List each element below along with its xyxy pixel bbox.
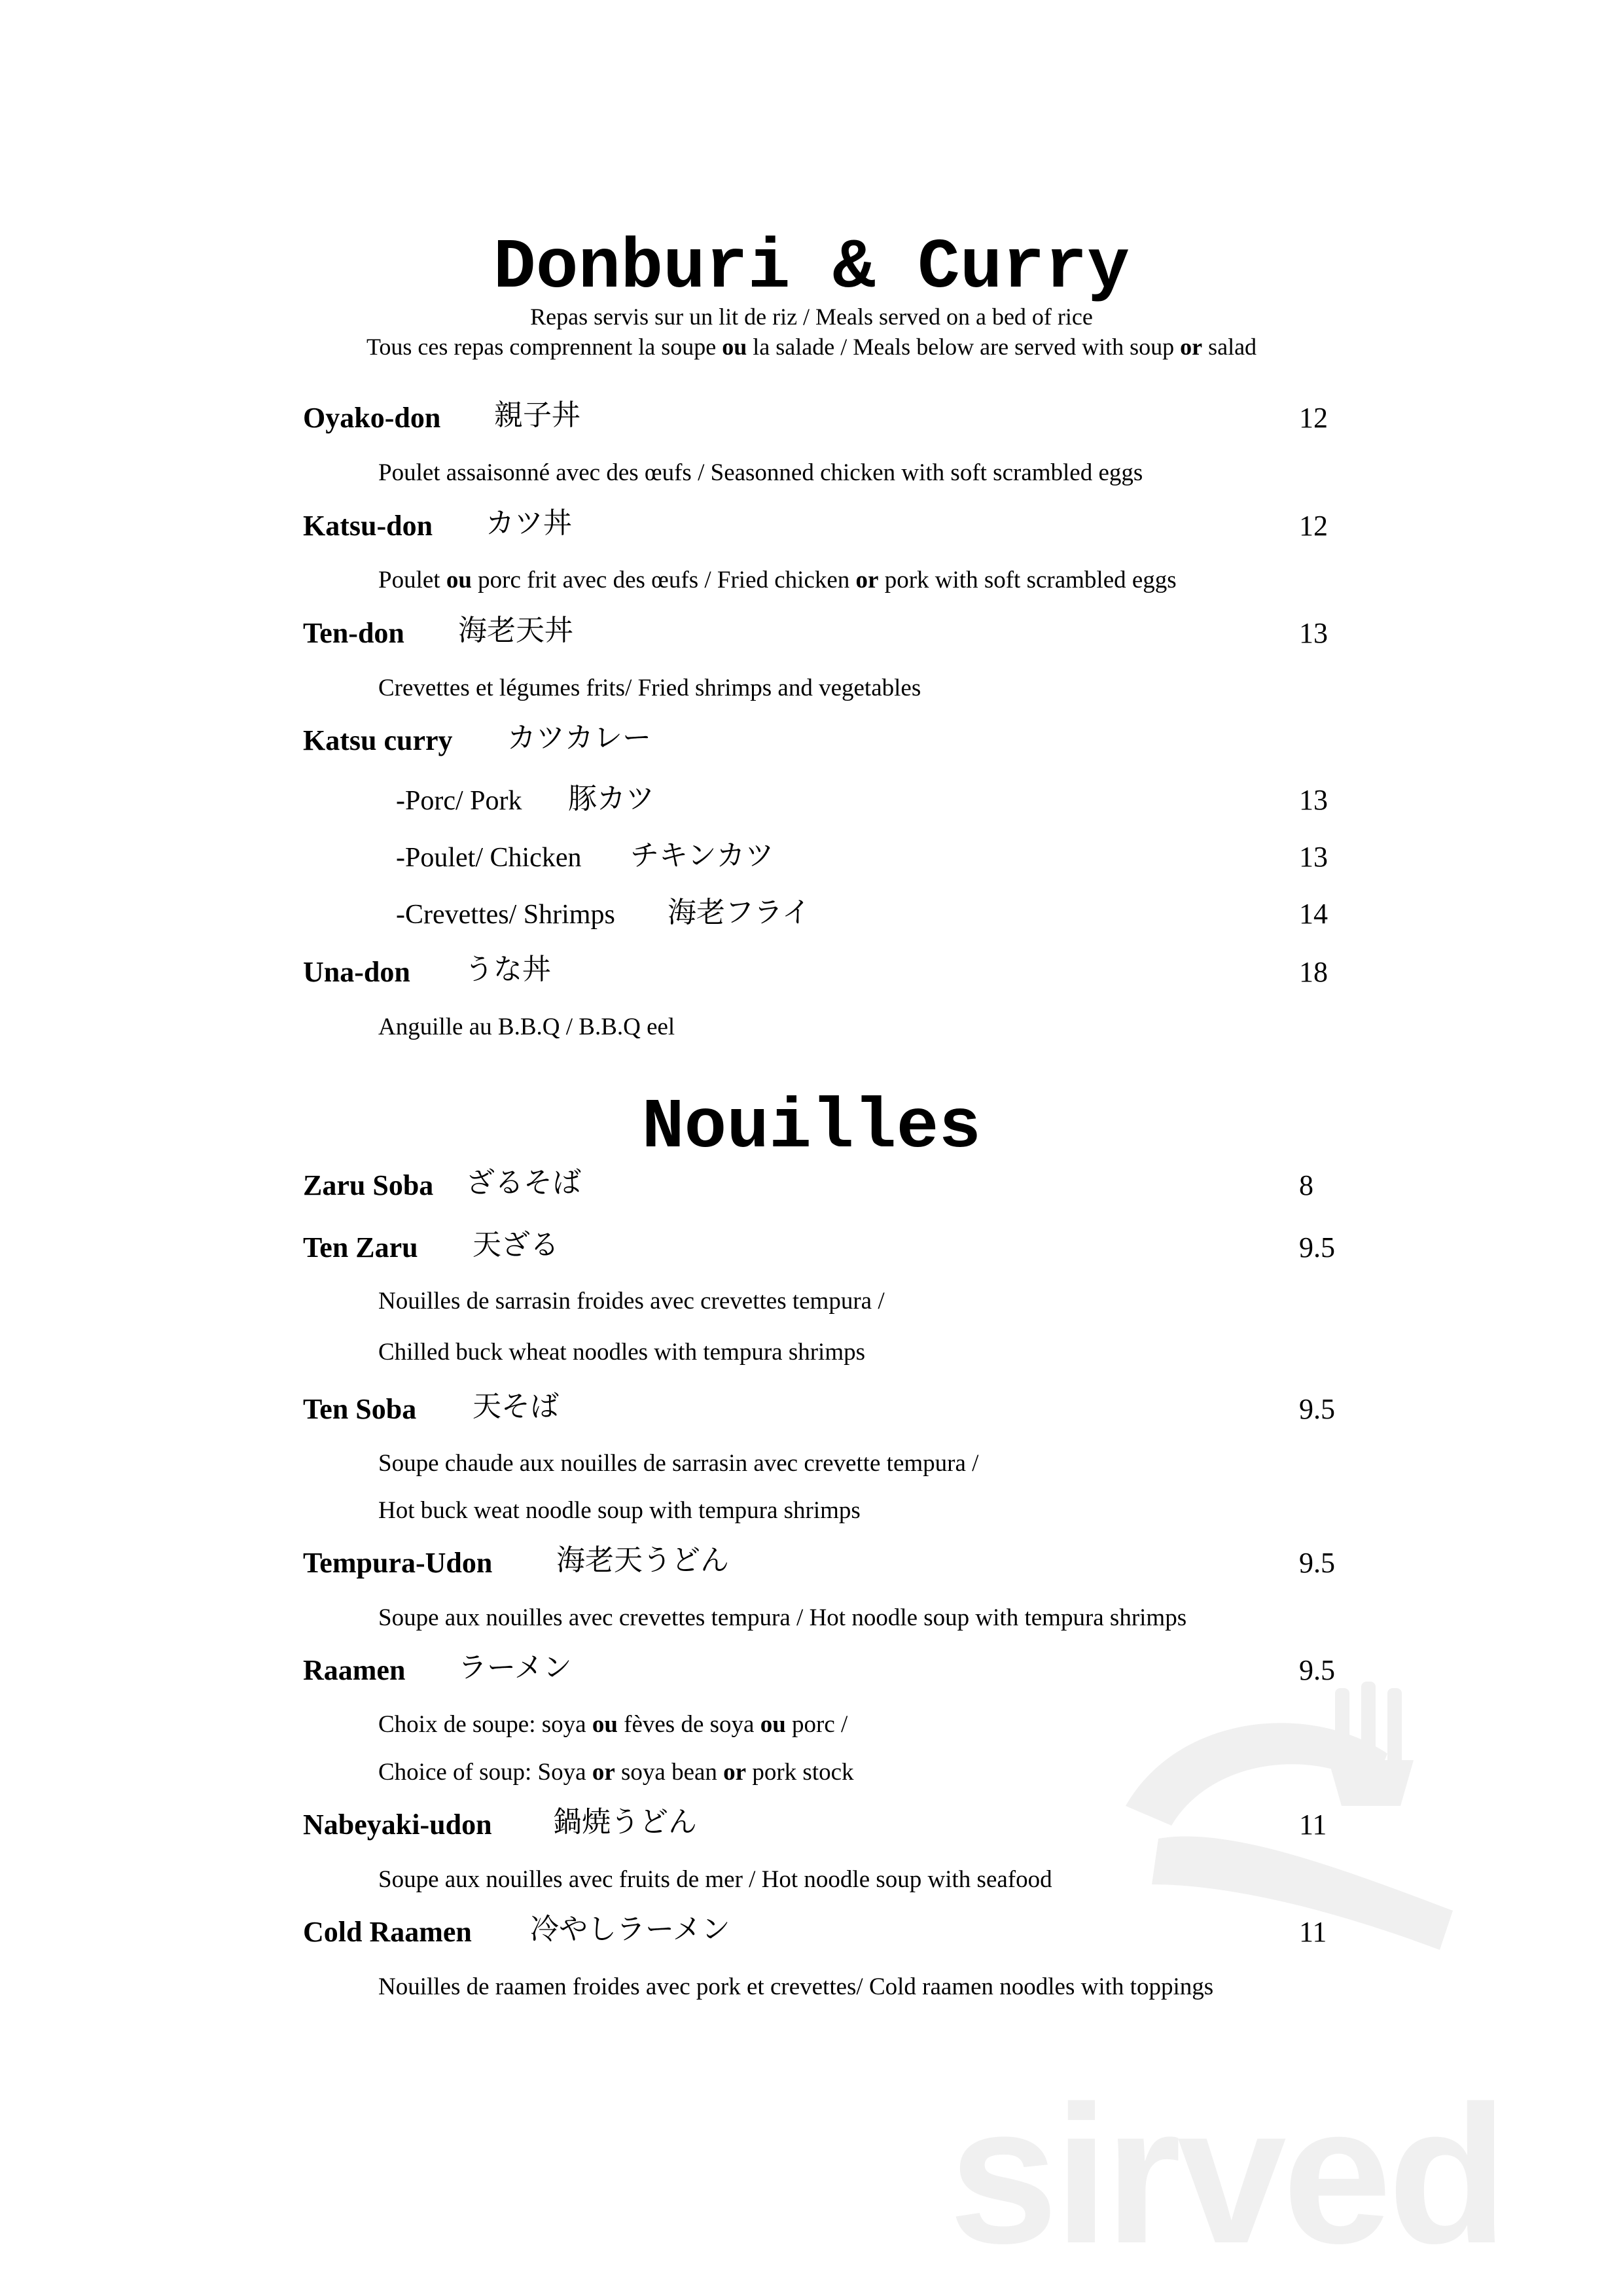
item-description: Poulet assaisonné avec des œufs / Seasonned chicken with soft scrambled eggs bbox=[378, 459, 1143, 486]
item-name: Ten-don bbox=[303, 617, 404, 649]
item-price: 18 bbox=[1299, 956, 1328, 988]
option-name: -Porc/ Pork bbox=[396, 786, 522, 816]
item-name: Nabeyaki-udon bbox=[303, 1809, 492, 1841]
item-price: 8 bbox=[1299, 1169, 1313, 1201]
section-title-donburi: Donburi & Curry bbox=[493, 228, 1130, 308]
item-name: Oyako-don bbox=[303, 402, 441, 434]
item-description: Soupe aux nouilles avec fruits de mer / Hot noodle soup with seafood bbox=[378, 1866, 1052, 1893]
option-price: 14 bbox=[1299, 898, 1328, 930]
item-name: Cold Raamen bbox=[303, 1916, 472, 1948]
option-japanese-name: 豚カツ bbox=[568, 782, 654, 815]
section-subtitle-1: Repas servis sur un lit de riz / Meals served on a bed of rice bbox=[530, 304, 1093, 330]
item-japanese-name: 天ざる bbox=[473, 1228, 559, 1262]
item-description: Nouilles de sarrasin froides avec crevettes tempura / bbox=[378, 1288, 885, 1315]
item-japanese-name: ラーメン bbox=[458, 1651, 572, 1684]
section-subtitle-2: Tous ces repas comprennent la soupe ou la salade / Meals below are served with soup or salad bbox=[366, 334, 1257, 360]
option-japanese-name: 海老フライ bbox=[668, 896, 811, 929]
item-name: Zaru Soba bbox=[303, 1169, 434, 1201]
item-name: Ten Soba bbox=[303, 1393, 417, 1425]
item-price: 13 bbox=[1299, 617, 1328, 649]
item-japanese-name: ざるそば bbox=[466, 1166, 581, 1199]
item-price: 12 bbox=[1299, 510, 1328, 542]
item-description: Nouilles de raamen froides avec pork et crevettes/ Cold raamen noodles with toppings bbox=[378, 1973, 1214, 2000]
item-description: Chilled buck wheat noodles with tempura shrimps bbox=[378, 1339, 865, 1366]
item-price: 9.5 bbox=[1299, 1654, 1335, 1686]
item-price: 9.5 bbox=[1299, 1547, 1335, 1579]
item-description: Soupe chaude aux nouilles de sarrasin avec crevette tempura / bbox=[378, 1450, 979, 1477]
item-japanese-name: カツ丼 bbox=[486, 506, 572, 540]
option-name: -Crevettes/ Shrimps bbox=[396, 900, 615, 930]
item-description: Choice of soup: Soya or soya bean or pork stock bbox=[378, 1759, 854, 1786]
fork-knife-watermark-icon bbox=[1099, 1675, 1492, 1989]
item-name: Katsu curry bbox=[303, 724, 453, 756]
option-price: 13 bbox=[1299, 841, 1328, 873]
item-name: Raamen bbox=[303, 1654, 406, 1686]
item-price: 12 bbox=[1299, 402, 1328, 434]
item-price: 11 bbox=[1299, 1809, 1327, 1841]
option-name: -Poulet/ Chicken bbox=[396, 843, 582, 873]
item-japanese-name: カツカレー bbox=[507, 721, 651, 754]
item-name: Una-don bbox=[303, 956, 410, 988]
item-name: Katsu-don bbox=[303, 510, 433, 542]
option-japanese-name: チキンカツ bbox=[630, 839, 774, 872]
item-price: 11 bbox=[1299, 1916, 1327, 1948]
item-price: 9.5 bbox=[1299, 1393, 1335, 1425]
item-japanese-name: 天そば bbox=[473, 1390, 559, 1423]
item-japanese-name: 冷やしラーメン bbox=[530, 1913, 730, 1946]
item-japanese-name: うな丼 bbox=[465, 953, 551, 986]
item-description: Choix de soupe: soya ou fèves de soya ou porc / bbox=[378, 1711, 848, 1738]
option-price: 13 bbox=[1299, 784, 1328, 816]
item-japanese-name: 海老天うどん bbox=[556, 1544, 729, 1577]
item-description: Poulet ou porc frit avec des œufs / Fried chicken or pork with soft scrambled eggs bbox=[378, 567, 1177, 593]
item-name: Tempura-Udon bbox=[303, 1547, 493, 1579]
sirved-watermark: sirved bbox=[949, 2064, 1504, 2284]
item-description: Hot buck weat noodle soup with tempura shrimps bbox=[378, 1497, 861, 1524]
item-description: Soupe aux nouilles avec crevettes tempura / Hot noodle soup with tempura shrimps bbox=[378, 1604, 1187, 1631]
section-title-nouilles: Nouilles bbox=[641, 1088, 982, 1168]
item-description: Crevettes et légumes frits/ Fried shrimps and vegetables bbox=[378, 675, 921, 701]
item-price: 9.5 bbox=[1299, 1231, 1335, 1263]
item-japanese-name: 鍋焼うどん bbox=[553, 1805, 697, 1839]
item-description: Anguille au B.B.Q / B.B.Q eel bbox=[378, 1014, 675, 1040]
item-name: Ten Zaru bbox=[303, 1231, 418, 1263]
item-japanese-name: 海老天丼 bbox=[458, 614, 573, 647]
item-japanese-name: 親子丼 bbox=[494, 398, 580, 432]
